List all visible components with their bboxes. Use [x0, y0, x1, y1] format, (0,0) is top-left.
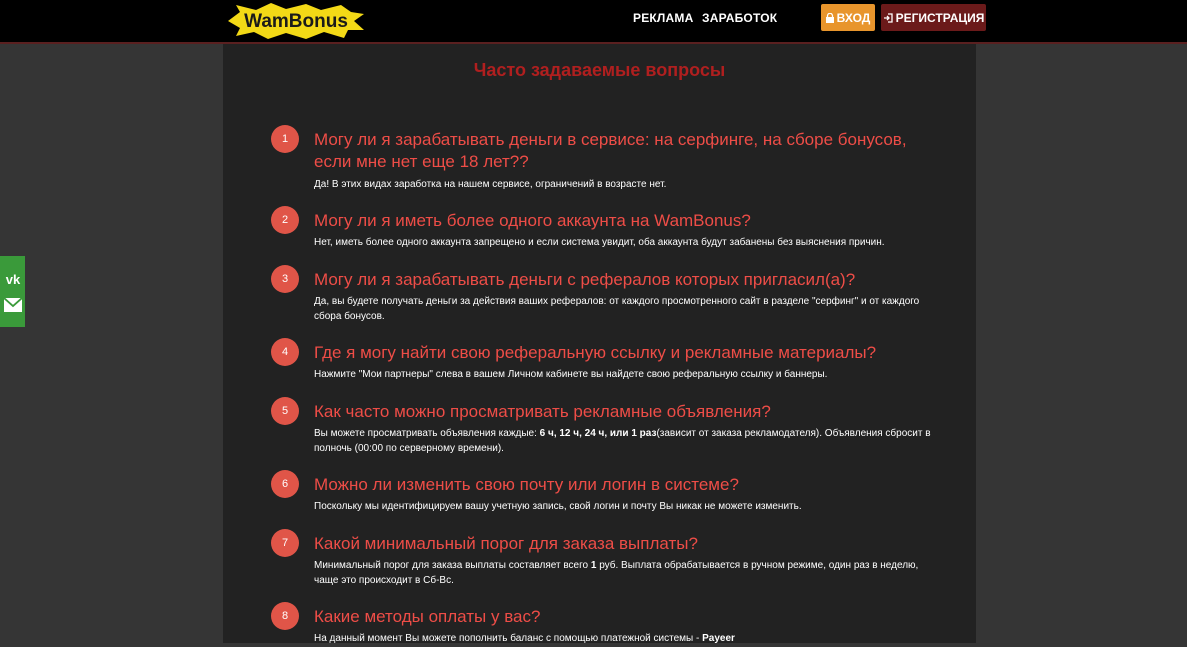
faq-panel — [223, 44, 976, 643]
register-button[interactable] — [881, 4, 986, 31]
social-sidebar — [0, 256, 25, 327]
register-label: РЕГИСТРАЦИЯ — [895, 10, 985, 25]
faq-answer: Да, вы будете получать деньги за действия ваших рефералов: от каждого просмотренного сайт в разделе "серфинг" и от каждого сбора бонусов. — [314, 296, 920, 322]
faq-question: Могу ли я зарабатывать деньги в сервисе: на серфинге, на сборе бонусов, если мне нет еще 18 лет?? — [314, 130, 907, 171]
faq-question: Какой минимальный порог для заказа выплаты? — [314, 534, 698, 553]
top-navbar — [0, 0, 1187, 44]
nav-earnings[interactable]: ЗАРАБОТОК — [702, 11, 778, 25]
faq-question: Могу ли я иметь более одного аккаунта на WamBonus? — [314, 211, 751, 230]
faq-number-badge: 5 — [271, 397, 299, 425]
faq-number-badge: 2 — [271, 206, 299, 234]
lock-icon — [826, 13, 834, 23]
faq-number-badge: 7 — [271, 529, 299, 557]
faq-number-badge: 4 — [271, 338, 299, 366]
login-label: ВХОД — [836, 10, 871, 25]
svg-text:vk: vk — [5, 272, 20, 285]
nav-advertising[interactable]: РЕКЛАМА — [633, 11, 694, 25]
faq-answer: Нет, иметь более одного аккаунта запрещено и если система увидит, оба аккаунта будут забанены без выяснения причин. — [314, 237, 885, 248]
page-title: Часто задаваемые вопросы — [473, 60, 726, 80]
svg-text:WamBonus: WamBonus — [244, 11, 348, 32]
faq-answer: Нажмите "Мои партнеры" слева в вашем Личном кабинете вы найдете свою реферальную ссылку и баннеры. — [314, 369, 828, 380]
faq-answer: Да! В этих видах заработка на нашем сервисе, ограничений в возрасте нет. — [314, 179, 667, 190]
sign-in-icon — [883, 13, 893, 23]
faq-question: Как часто можно просматривать рекламные объявления? — [314, 402, 771, 421]
faq-question: Какие методы оплаты у вас? — [314, 607, 541, 626]
wambonus-logo[interactable] — [226, 2, 366, 40]
faq-question: Можно ли изменить свою почту или логин в системе? — [314, 475, 739, 494]
faq-number-badge: 1 — [271, 125, 299, 153]
mail-icon[interactable] — [2, 294, 23, 315]
faq-question: Могу ли я зарабатывать деньги с рефералов которых пригласил(а)? — [314, 270, 856, 289]
faq-number-badge: 6 — [271, 470, 299, 498]
faq-answer: Минимальный порог для заказа выплаты составляет всего 1 руб. Выплата обрабатывается в ручном режиме, один раз в неделю, чаще это происходит в Сб-Вс. — [314, 560, 919, 586]
faq-answer: На данный момент Вы можете пополнить баланс с помощью платежной системы - Payeer — [314, 633, 735, 644]
faq-answer: Поскольку мы идентифицируем вашу учетную запись, свой логин и почту Вы никак не можете изменить. — [314, 501, 802, 512]
login-button[interactable] — [821, 4, 875, 31]
vk-icon[interactable] — [2, 268, 23, 289]
faq-question: Где я могу найти свою реферальную ссылку и рекламные материалы? — [314, 343, 877, 362]
faq-answer: Вы можете просматривать объявления каждые: 6 ч, 12 ч, 24 ч, или 1 раз(зависит от заказа рекламодателя). Объявления сбросит в полночь (00:00 по серверному времени). — [314, 428, 931, 454]
faq-number-badge: 3 — [271, 265, 299, 293]
faq-number-badge: 8 — [271, 602, 299, 630]
